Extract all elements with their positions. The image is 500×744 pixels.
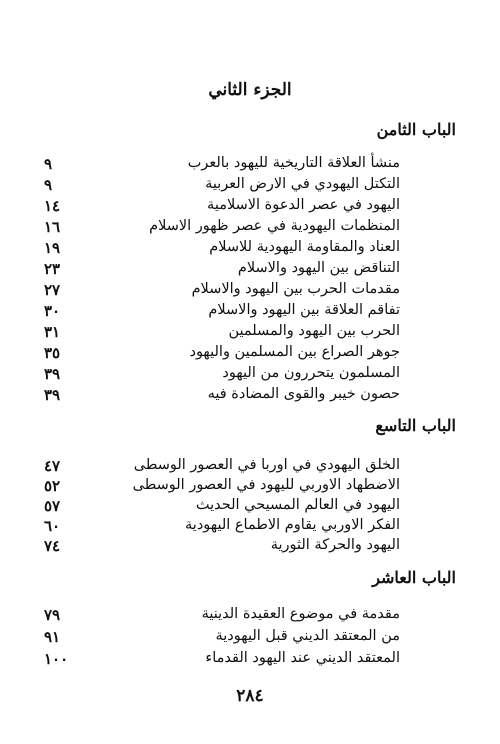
section-title-9: الباب التاسع <box>375 416 456 435</box>
toc-entry <box>0 176 500 197</box>
toc-entry <box>0 457 500 478</box>
entry-page: ٧٩ <box>44 606 61 624</box>
toc-entry <box>0 477 500 498</box>
toc-entry <box>0 239 500 260</box>
entry-title: المنظمات اليهودية في عصر ظهور الاسلام <box>149 218 400 234</box>
toc-entry <box>0 323 500 344</box>
toc-entry <box>0 606 500 627</box>
entry-title: المعتقد الديني عند اليهود القدماء <box>205 650 400 666</box>
entry-page: ١٤ <box>44 197 61 215</box>
entry-title: الفكر الاوربي يقاوم الاطماع اليهودية <box>185 517 400 533</box>
toc-entry <box>0 260 500 281</box>
entry-page: ١٦ <box>44 218 61 236</box>
entry-page: ٦٠ <box>44 517 61 535</box>
entry-page: ٥٧ <box>44 497 61 515</box>
entry-page: ٢٣ <box>44 260 61 278</box>
entry-page: ٣٩ <box>44 365 61 383</box>
entry-page: ٥٢ <box>44 477 61 495</box>
toc-entry <box>0 281 500 302</box>
entry-title: اليهود في عصر الدعوة الاسلامية <box>207 197 400 213</box>
entry-page: ٣٩ <box>44 386 61 404</box>
toc-entry <box>0 628 500 649</box>
entry-title: من المعتقد الديني قبل اليهودية <box>215 628 400 644</box>
entry-title: حصون خيبر والقوى المضادة فيه <box>207 386 400 402</box>
entry-page: ٩ <box>44 176 53 194</box>
entry-page: ٩١ <box>44 628 61 646</box>
entry-title: التكتل اليهودي في الارض العربية <box>205 176 400 192</box>
toc-entry <box>0 537 500 558</box>
section-title-10: الباب العاشر <box>372 568 456 587</box>
entry-title: الخلق اليهودي في اوربا في العصور الوسطى <box>133 457 400 473</box>
page-number: ٢٨٤ <box>236 686 264 706</box>
toc-entry <box>0 344 500 365</box>
toc-entry <box>0 650 500 671</box>
toc-entry <box>0 218 500 239</box>
entry-page: ٣٠ <box>44 302 61 320</box>
entry-page: ٢٧ <box>44 281 61 299</box>
toc-entry <box>0 386 500 407</box>
toc-entry <box>0 155 500 176</box>
toc-entry <box>0 517 500 538</box>
entry-title: مقدمة في موضوع العقيدة الدينية <box>201 606 400 622</box>
entry-title: تفاقم العلاقة بين اليهود والاسلام <box>208 302 400 318</box>
entry-title: التناقض بين اليهود والاسلام <box>237 260 400 276</box>
entry-page: ٩ <box>44 155 53 173</box>
entry-title: اليهود في العالم المسيحي الحديث <box>195 497 400 513</box>
entry-page: ٣١ <box>44 323 61 341</box>
entry-title: منشأ العلاقة التاريخية لليهود بالعرب <box>187 155 400 171</box>
entry-title: جوهر الصراع بين المسلمين واليهود <box>189 344 400 360</box>
entry-title: العناد والمقاومة اليهودية للاسلام <box>209 239 400 255</box>
entry-title: الاضطهاد الاوربي لليهود في العصور الوسطى <box>132 477 400 493</box>
entry-title: اليهود والحركة الثورية <box>270 537 400 553</box>
entry-title: الحرب بين اليهود والمسلمين <box>228 323 400 339</box>
toc-entry <box>0 302 500 323</box>
part-title: الجزء الثاني <box>208 80 292 100</box>
entry-title: مقدمات الحرب بين اليهود والاسلام <box>191 281 400 297</box>
entry-page: ٧٤ <box>44 537 61 555</box>
section-title-8: الباب الثامن <box>376 120 456 139</box>
entry-page: ١٩ <box>44 239 61 257</box>
entry-page: ٤٧ <box>44 457 61 475</box>
entry-page: ٣٥ <box>44 344 61 362</box>
toc-entry <box>0 365 500 386</box>
entry-title: المسلمون يتحررون من اليهود <box>222 365 400 381</box>
toc-entry <box>0 497 500 518</box>
toc-entry <box>0 197 500 218</box>
entry-page: ١٠٠ <box>44 650 69 668</box>
